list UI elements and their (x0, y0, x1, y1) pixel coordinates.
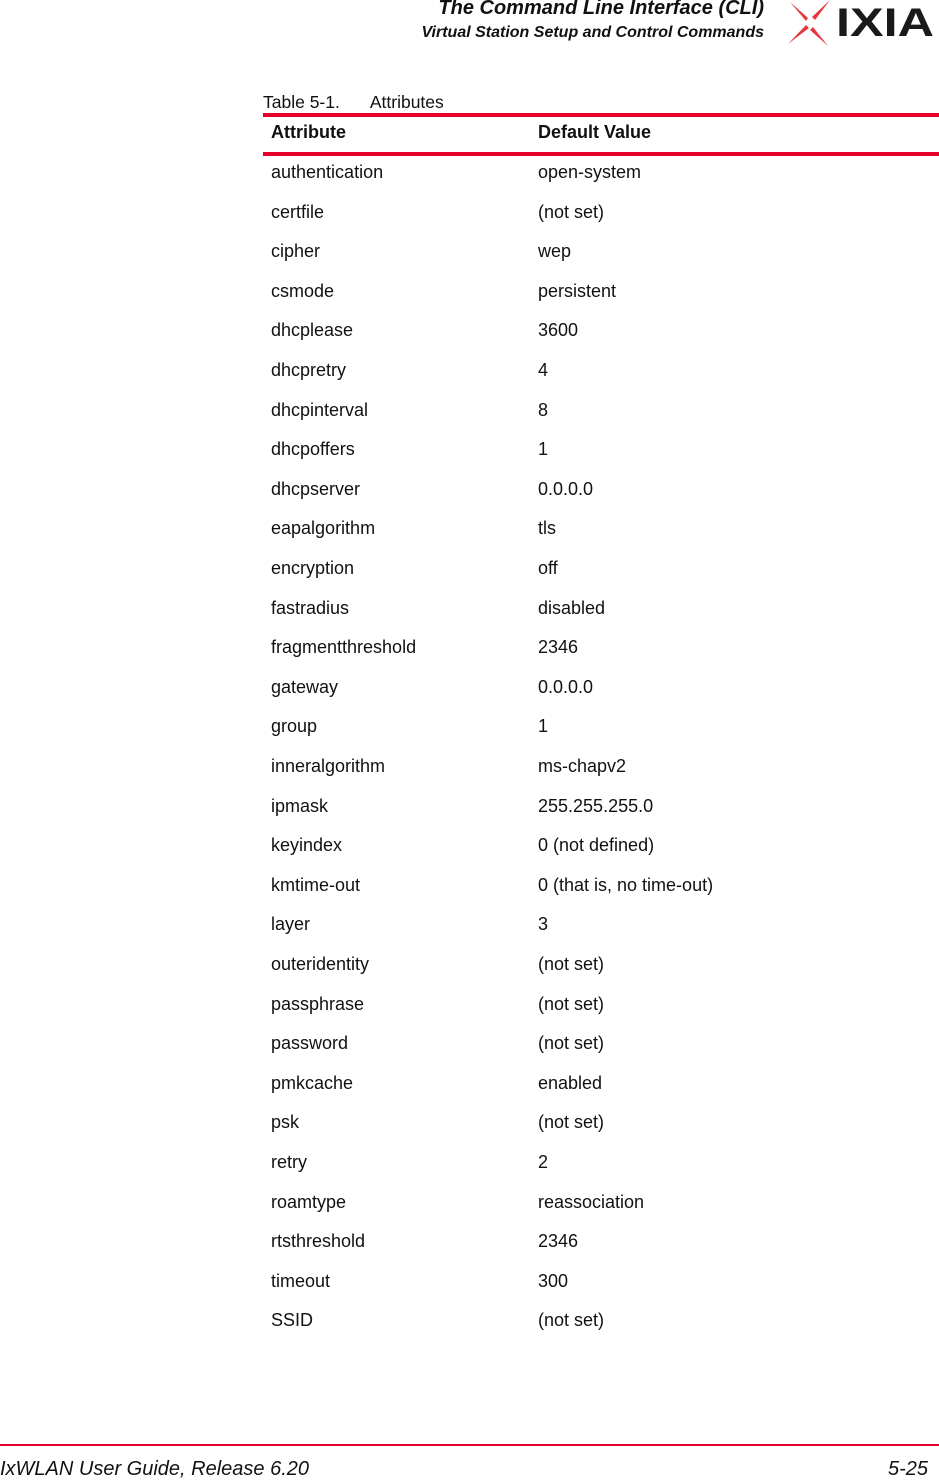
default-value-cell: (not set) (538, 1033, 605, 1054)
default-value-cell: ms-chapv2 (538, 756, 627, 776)
attribute-cell: fastradius (271, 597, 350, 618)
default-value-cell: 2 (538, 1152, 549, 1172)
default-value-cell: 255.255.255.0 (538, 795, 654, 816)
default-value-cell: (not set) (538, 954, 605, 974)
attribute-cell: inneralgorithm (271, 756, 386, 776)
default-value-cell: persistent (538, 280, 617, 301)
attribute-cell: ipmask (271, 795, 329, 816)
default-value-cell: disabled (538, 597, 606, 618)
default-value-cell: open-system (538, 162, 642, 182)
default-value-cell: 3 (538, 914, 549, 935)
attribute-cell: cipher (271, 241, 321, 262)
footer-guide-title: IxWLAN User Guide, Release 6.20 (0, 1458, 310, 1480)
default-value-cell: enabled (538, 1072, 603, 1093)
caption-number: Table 5-1. (263, 92, 340, 112)
attribute-cell: certfile (271, 201, 325, 222)
attribute-cell: dhcpserver (271, 478, 361, 499)
ixia-logo (786, 0, 939, 46)
default-value-cell: 0.0.0.0 (538, 478, 594, 499)
default-value-cell: 1 (538, 716, 549, 737)
attribute-cell: dhcpinterval (271, 399, 369, 420)
attribute-cell: gateway (271, 676, 339, 697)
default-value-cell: off (538, 558, 558, 578)
default-value-cell: wep (538, 241, 572, 262)
attribute-cell: outeridentity (271, 954, 370, 974)
default-value-cell: (not set) (538, 993, 605, 1014)
default-value-cell: 0 (not defined) (538, 835, 655, 856)
default-value-cell: (not set) (538, 1112, 605, 1133)
attribute-cell: retry (271, 1152, 307, 1172)
default-value-cell: (not set) (538, 1310, 605, 1331)
header-subtitle: Virtual Station Setup and Control Commands (421, 24, 764, 41)
footer-rule (0, 1444, 939, 1446)
default-value-cell: tls (538, 518, 556, 539)
attribute-cell: eapalgorithm (271, 518, 376, 539)
attribute-cell: SSID (271, 1310, 314, 1331)
default-value-cell: 2346 (538, 1231, 579, 1252)
attribute-cell: kmtime-out (271, 874, 361, 895)
attribute-cell: dhcpretry (271, 360, 347, 380)
table-caption (263, 92, 474, 113)
header-title: The Command Line Interface (CLI) (438, 0, 764, 19)
default-value-cell: reassociation (538, 1191, 645, 1212)
default-value-cell: 8 (538, 399, 549, 420)
table-top-rule (263, 113, 939, 117)
attribute-cell: password (271, 1033, 349, 1054)
default-value-cell: 1 (538, 439, 549, 460)
attribute-cell: encryption (271, 558, 355, 578)
attribute-cell: roamtype (271, 1191, 347, 1212)
default-value-cell: 0.0.0.0 (538, 676, 594, 697)
attribute-cell: pmkcache (271, 1072, 354, 1093)
default-value-cell: 4 (538, 360, 549, 380)
attribute-cell: keyindex (271, 835, 343, 856)
default-value-cell: (not set) (538, 201, 605, 222)
default-value-cell: 2346 (538, 637, 579, 658)
attribute-cell: rtsthreshold (271, 1231, 366, 1252)
attribute-cell: group (271, 716, 318, 737)
page-number: 5-25 (887, 1458, 928, 1480)
default-value-cell: 0 (that is, no time-out) (538, 874, 714, 895)
attribute-cell: psk (271, 1112, 300, 1133)
attribute-cell: csmode (271, 280, 335, 301)
attribute-cell: dhcpoffers (271, 439, 355, 460)
attribute-cell: authentication (271, 162, 384, 182)
attribute-cell: passphrase (271, 993, 365, 1014)
caption-title: Attributes (369, 92, 444, 112)
svg-text:IXIA: IXIA (836, 1, 934, 45)
default-value-cell: 300 (538, 1270, 569, 1291)
attribute-cell: fragmentthreshold (271, 637, 417, 658)
attribute-cell: timeout (271, 1270, 331, 1291)
header-default-value: Default Value (538, 122, 652, 142)
attribute-cell: layer (271, 914, 311, 935)
default-value-cell: 3600 (538, 320, 579, 341)
table-header-rule (263, 152, 939, 156)
attribute-cell: dhcplease (271, 320, 354, 341)
header-attribute: Attribute (271, 122, 346, 142)
